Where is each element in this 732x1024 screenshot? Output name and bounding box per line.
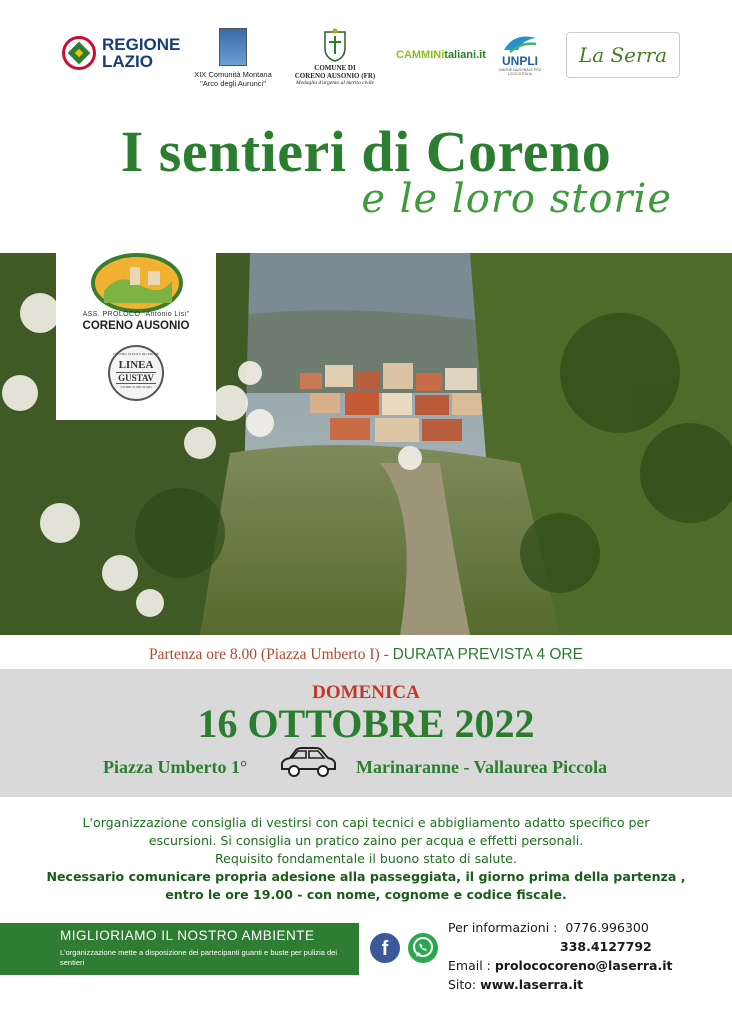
comune-crest-icon bbox=[319, 28, 351, 62]
environment-banner bbox=[0, 923, 359, 975]
comunita-montana-logo bbox=[188, 28, 278, 88]
site-label: Sito: bbox=[448, 977, 477, 992]
unpli-logo bbox=[494, 30, 546, 76]
linea-line2: GUSTAV bbox=[116, 372, 156, 384]
note-line1: L'organizzazione consiglia di vestirsi con capi tecnici e abbigliamento adatto specifico per bbox=[82, 815, 650, 830]
email-label: Email : bbox=[448, 958, 491, 973]
phone-2[interactable]: 338.4127792 bbox=[560, 939, 652, 954]
site-link[interactable]: www.laserra.it bbox=[480, 977, 584, 992]
comune-coreno-logo bbox=[290, 28, 380, 87]
environment-title: MIGLIORIAMO IL NOSTRO AMBIENTE bbox=[60, 928, 315, 943]
comunita-line2: "Arco degli Aurunci" bbox=[200, 79, 266, 88]
linea-bottom: STORICO MILITARI bbox=[120, 385, 152, 389]
proloco-line2: CORENO AUSONIO bbox=[82, 320, 190, 332]
site-row bbox=[448, 975, 672, 994]
regione-line1: REGIONE bbox=[102, 35, 181, 54]
phone-1[interactable]: 0776.996300 bbox=[565, 920, 649, 935]
lazio-emblem-icon bbox=[62, 36, 96, 70]
proloco-emblem-icon bbox=[90, 251, 184, 313]
page-title: I sentieri di Coreno bbox=[120, 119, 612, 184]
phone-2-row bbox=[448, 937, 672, 956]
unpli-name: UNPLI bbox=[502, 54, 538, 68]
environment-text: L'organizzazione mette a disposizione dei partecipanti guanti e buste per pulizia dei sentieri bbox=[60, 948, 338, 967]
note-line4: Necessario comunicare propria adesione alla passeggiata, il giorno prima della partenza , bbox=[46, 869, 686, 884]
email-row bbox=[448, 956, 672, 975]
info-label: Per informazioni : bbox=[448, 920, 558, 935]
duration-text: DURATA PREVISTA 4 ORE bbox=[392, 646, 583, 663]
car-icon bbox=[278, 745, 338, 781]
comunita-line1: XIX Comunità Montana bbox=[194, 70, 272, 79]
comune-line1: COMUNE DI bbox=[314, 64, 356, 72]
comunita-emblem-icon bbox=[219, 28, 247, 66]
route-start: Piazza Umberto 1° bbox=[103, 757, 248, 777]
facebook-icon[interactable]: f bbox=[370, 933, 400, 963]
contacts-block bbox=[448, 918, 672, 994]
linea-line1: LINEA bbox=[118, 359, 154, 371]
departure-line bbox=[0, 646, 732, 664]
proloco-line1: ASS. PROLOCO "Antonio Lisi" bbox=[82, 311, 190, 318]
unpli-sub: UNIONE NAZIONALE PRO LOCO D'ITALIA bbox=[498, 68, 542, 76]
event-day: DOMENICA bbox=[312, 682, 420, 703]
note-line2: escursioni. Si consiglia un pratico zaino per acqua e effetti personali. bbox=[148, 833, 584, 848]
regione-lazio-logo bbox=[62, 36, 180, 70]
linea-gustav-badge bbox=[108, 345, 164, 401]
linea-top: CENTRO STUDI E RICERCHE bbox=[112, 352, 160, 356]
whatsapp-icon[interactable] bbox=[407, 932, 439, 964]
route-end: Marinaranne - Vallaurea Piccola bbox=[356, 757, 608, 777]
note-line3: Requisito fondamentale il buono stato di salute. bbox=[214, 851, 518, 866]
departure-text: Partenza ore 8.00 (Piazza Umberto I) - bbox=[149, 646, 393, 663]
participation-notes bbox=[0, 814, 732, 904]
unpli-wave-icon bbox=[500, 30, 540, 54]
cammini-prefix: CAMMINi bbox=[396, 49, 445, 61]
cammini-suffix: taliani.it bbox=[444, 49, 486, 61]
laserra-logo bbox=[566, 32, 680, 78]
note-line5: entro le ore 19.00 - con nome, cognome e codice fiscale. bbox=[165, 887, 567, 902]
email-link[interactable]: prolococoreno@laserra.it bbox=[494, 958, 673, 973]
organizers-panel bbox=[56, 253, 216, 420]
regione-line2: LAZIO bbox=[102, 52, 153, 71]
laserra-text: La Serra bbox=[578, 43, 668, 67]
comune-line3: Medaglia d'argento al merito civile bbox=[296, 80, 374, 86]
info-row bbox=[448, 918, 672, 937]
page-subtitle: e le loro storie bbox=[361, 176, 672, 222]
event-date: 16 OTTOBRE 2022 bbox=[197, 701, 535, 746]
cammini-italiani-logo bbox=[396, 49, 486, 61]
comune-line2: CORENO AUSONIO (FR) bbox=[294, 72, 376, 80]
